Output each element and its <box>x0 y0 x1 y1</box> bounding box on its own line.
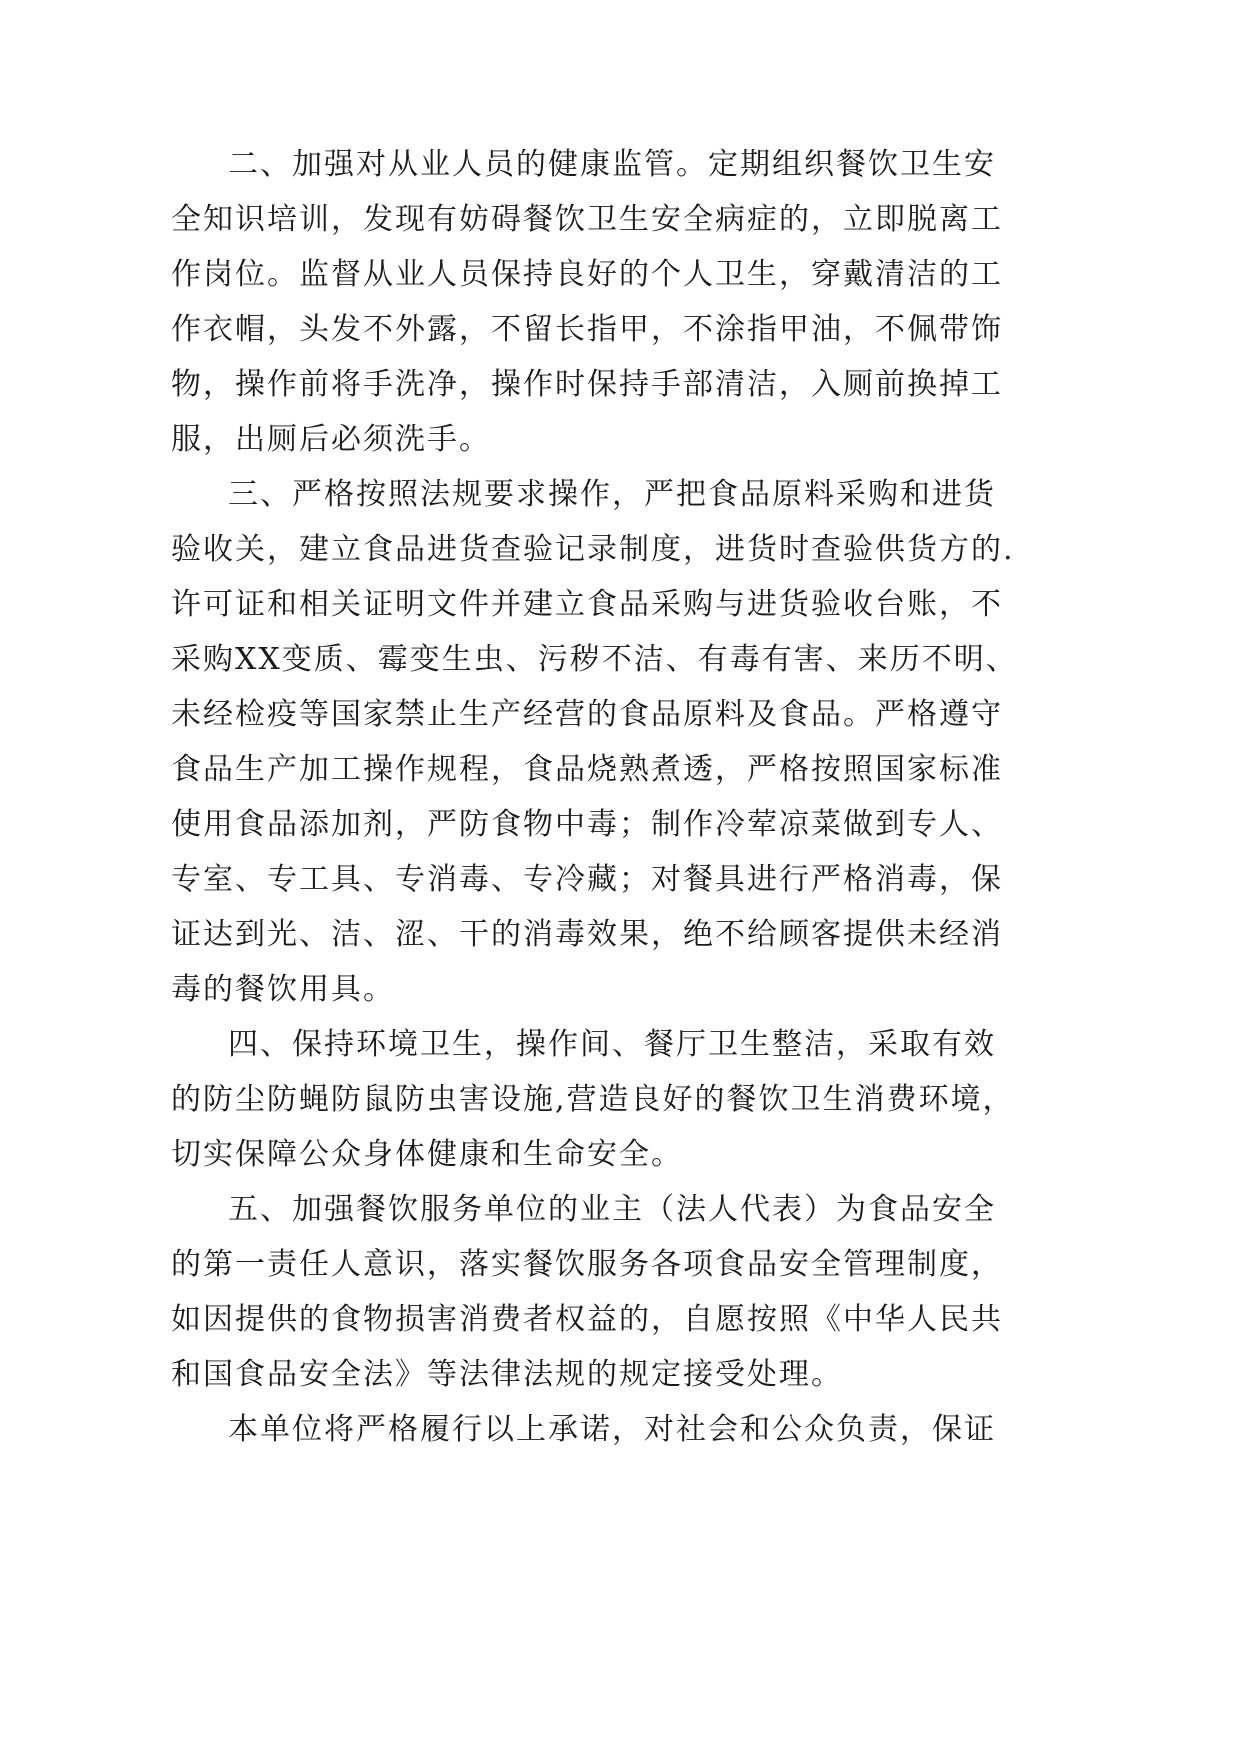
text-line: 专室、专工具、专消毒、专冷藏；对餐具进行严格消毒，保 <box>171 862 1003 897</box>
text-line: 和国食品安全法》等法律法规的规定接受处理。 <box>171 1357 843 1392</box>
text-line: 的防尘防蝇防鼠防虫害设施,营造良好的餐饮卫生消费环境， <box>171 1082 1015 1117</box>
text-line: 三、严格按照法规要求操作，严把食品原料采购和进货 <box>228 477 996 512</box>
text-line: 二、加强对从业人员的健康监管。定期组织餐饮卫生安 <box>228 147 996 182</box>
text-line: 许可证和相关证明文件并建立食品采购与进货验收台账，不 <box>171 587 1003 622</box>
text-line: 五、加强餐饮服务单位的业主（法人代表）为食品安全 <box>228 1192 996 1227</box>
text-line: 毒的餐饮用具。 <box>171 972 395 1007</box>
text-line: 作岗位。监督从业人员保持良好的个人卫生，穿戴清洁的工 <box>171 257 1003 292</box>
text-line: 食品生产加工操作规程，食品烧熟煮透，严格按照国家标准 <box>171 752 1003 787</box>
text-line: 使用食品添加剂，严防食物中毒；制作冷荤凉菜做到专人、 <box>171 807 1003 842</box>
text-line: 验收关，建立食品进货查验记录制度，进货时查验供货方的. <box>171 532 1015 567</box>
text-line: 切实保障公众身体健康和生命安全。 <box>171 1137 683 1172</box>
text-line: 如因提供的食物损害消费者权益的，自愿按照《中华人民共 <box>171 1302 1003 1337</box>
text-line: 作衣帽，头发不外露，不留长指甲，不涂指甲油，不佩带饰 <box>171 312 1003 347</box>
text-line: 全知识培训，发现有妨碍餐饮卫生安全病症的，立即脱离工 <box>171 202 1003 237</box>
text-line: 物，操作前将手洗净，操作时保持手部清洁，入厕前换掉工 <box>171 367 1003 402</box>
text-line: 四、保持环境卫生，操作间、餐厅卫生整洁，采取有效 <box>228 1027 996 1062</box>
text-line: 的第一责任人意识，落实餐饮服务各项食品安全管理制度， <box>171 1247 1003 1282</box>
text-line: 采购XX变质、霉变生虫、污秽不洁、有毒有害、来历不明、 <box>171 642 1018 677</box>
text-line: 服，出厕后必须洗手。 <box>171 422 491 457</box>
text-line: 证达到光、洁、涩、干的消毒效果，绝不给顾客提供未经消 <box>171 917 1003 952</box>
text-line: 未经检疫等国家禁止生产经营的食品原料及食品。严格遵守 <box>171 697 1003 732</box>
text-line: 本单位将严格履行以上承诺，对社会和公众负责，保证 <box>228 1412 996 1447</box>
